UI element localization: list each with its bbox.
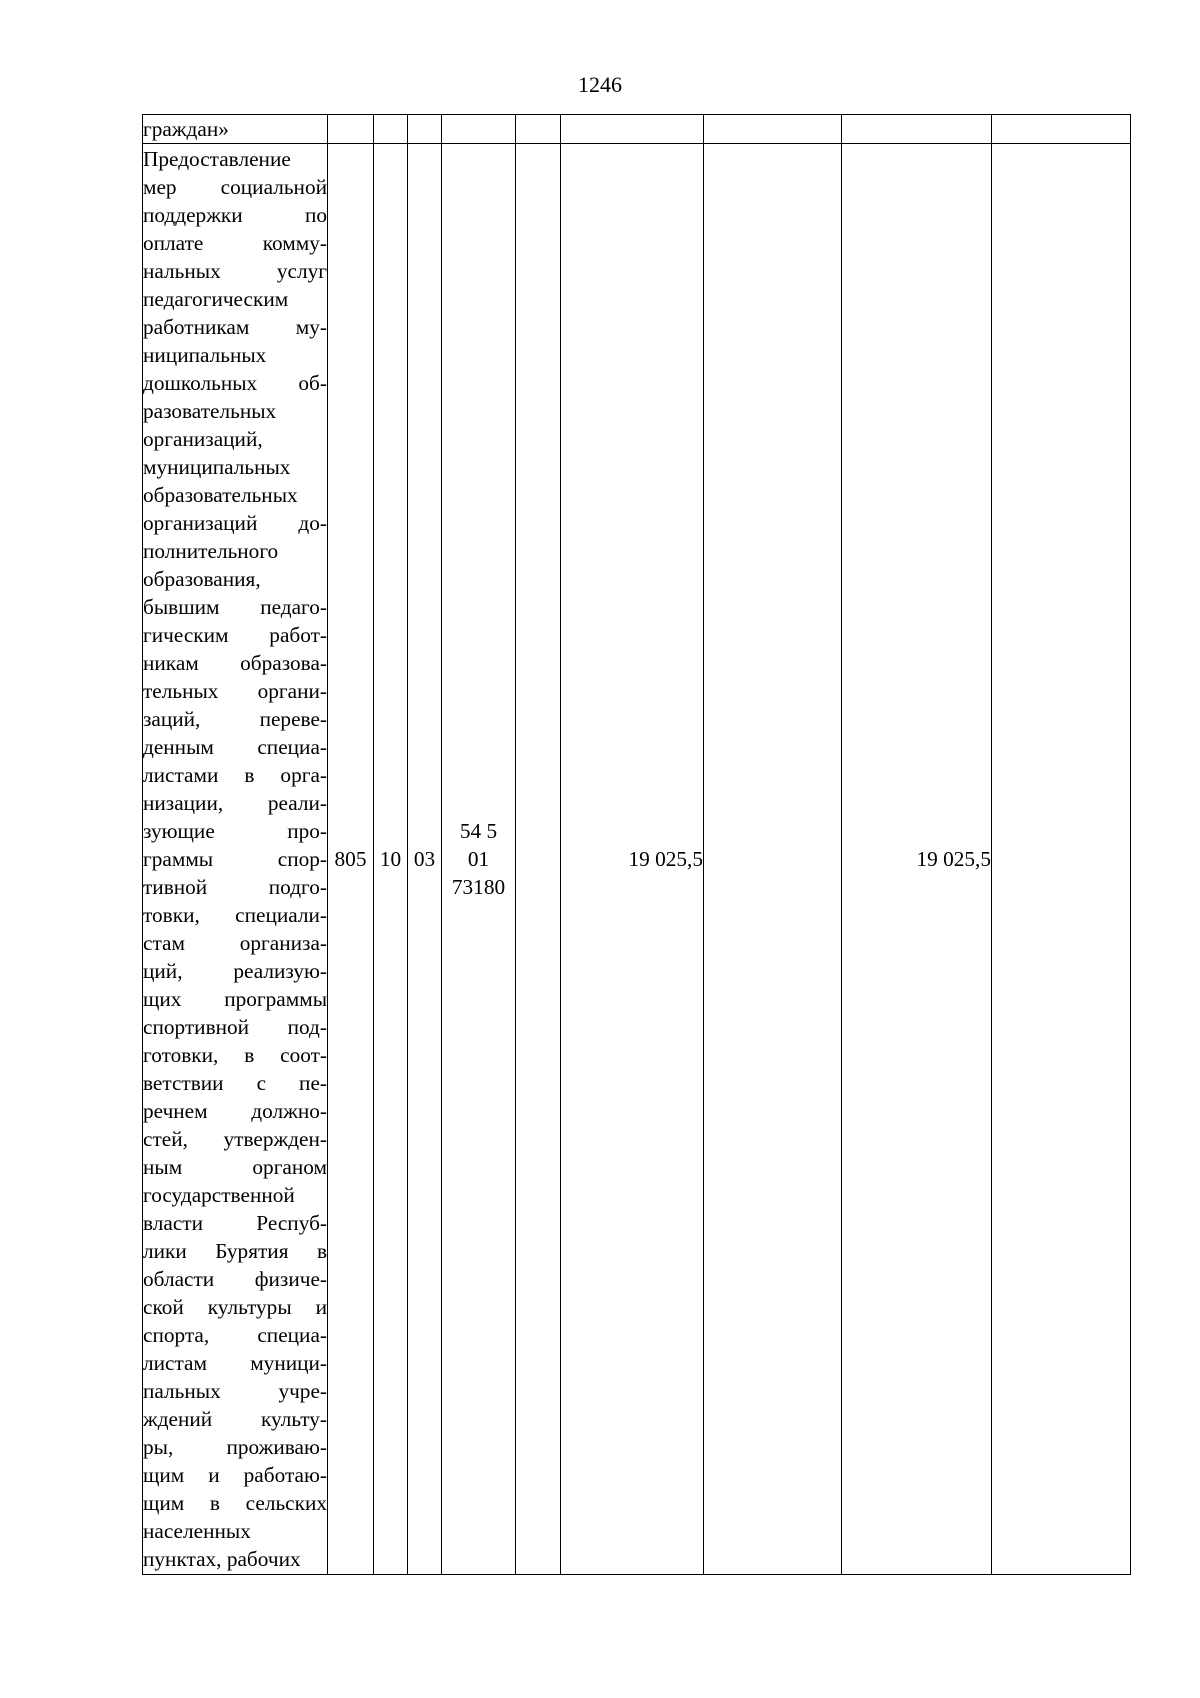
description-line: педагогическим bbox=[143, 287, 289, 311]
section-cell: 10 bbox=[374, 144, 408, 1575]
description-line: пунктах, рабочих bbox=[143, 1547, 301, 1571]
description-line: мер социальной bbox=[143, 175, 327, 199]
table-row bbox=[143, 115, 1131, 144]
amount-col4-cell bbox=[992, 115, 1131, 144]
description-line: ций, реализую- bbox=[143, 959, 327, 983]
description-line: никам образова- bbox=[143, 651, 327, 675]
description-line: власти Респуб- bbox=[143, 1211, 327, 1235]
description-line: зующие про- bbox=[143, 819, 327, 843]
description-line: стей, утвержден- bbox=[143, 1127, 327, 1151]
target-article-cell bbox=[442, 115, 516, 144]
target-article-cell bbox=[442, 144, 516, 1575]
description-line: оплате комму- bbox=[143, 231, 327, 255]
description-line: листам муници- bbox=[143, 1351, 327, 1375]
description-line: тивной подго- bbox=[143, 875, 327, 899]
page-number: 1246 bbox=[578, 72, 622, 97]
description-line: области физиче- bbox=[143, 1267, 327, 1291]
subsection-cell: 03 bbox=[408, 144, 442, 1575]
row-name-cell bbox=[143, 144, 328, 1575]
description-line: щих программы bbox=[143, 987, 327, 1011]
description-line: дошкольных об- bbox=[143, 371, 327, 395]
description-line: государственной bbox=[143, 1183, 295, 1207]
budget-table bbox=[142, 114, 1131, 1575]
description-line: товки, специали- bbox=[143, 903, 327, 927]
description-line: организаций до- bbox=[143, 511, 327, 535]
description-line: ждений культу- bbox=[143, 1407, 327, 1431]
description-line: готовки, в соот- bbox=[143, 1043, 327, 1067]
description-line: образования, bbox=[143, 567, 261, 591]
section-cell bbox=[374, 115, 408, 144]
row-name-cell: граждан» bbox=[143, 115, 328, 144]
description-line: муниципальных bbox=[143, 455, 291, 479]
target-article-line: 01 bbox=[467, 847, 490, 871]
description-line: стам организа- bbox=[143, 931, 327, 955]
description-line: Предоставление bbox=[143, 147, 291, 171]
description-line: ской культуры и bbox=[143, 1295, 327, 1319]
description-line: лики Бурятия в bbox=[143, 1239, 327, 1263]
description-line: ветствии с пе- bbox=[143, 1071, 327, 1095]
expense-type-cell bbox=[516, 115, 561, 144]
description-line: полнительного bbox=[143, 539, 279, 563]
target-article-line: 54 5 bbox=[459, 819, 498, 843]
description-line: щим в сельских bbox=[143, 1491, 327, 1515]
amount-col4-cell bbox=[992, 144, 1131, 1575]
description-line: образовательных bbox=[143, 483, 298, 507]
description-line: ры, проживаю- bbox=[143, 1435, 327, 1459]
description-line: организаций, bbox=[143, 427, 263, 451]
description-line: населенных bbox=[143, 1519, 251, 1543]
description-line: спорта, специа- bbox=[143, 1323, 327, 1347]
description-line: ниципальных bbox=[143, 343, 267, 367]
description-line: денным специа- bbox=[143, 735, 327, 759]
amount-total-cell: 19 025,5 bbox=[561, 144, 704, 1575]
description-line: работникам му- bbox=[143, 315, 327, 339]
target-article-line: 73180 bbox=[451, 875, 506, 899]
ministry-cell: 805 bbox=[328, 144, 374, 1575]
table-row bbox=[143, 144, 1131, 1575]
amount-col2-cell bbox=[704, 115, 842, 144]
description-line: заций, переве- bbox=[143, 707, 327, 731]
description-line: тельных органи- bbox=[143, 679, 327, 703]
amount-col2-cell bbox=[704, 144, 842, 1575]
description-line: спортивной под- bbox=[143, 1015, 327, 1039]
amount-col3-cell bbox=[842, 115, 992, 144]
description-line: граммы спор- bbox=[143, 847, 327, 871]
description-line: листами в орга- bbox=[143, 763, 327, 787]
description-line: пальных учре- bbox=[143, 1379, 327, 1403]
expense-type-cell bbox=[516, 144, 561, 1575]
subsection-cell bbox=[408, 115, 442, 144]
description-line: речнем должно- bbox=[143, 1099, 327, 1123]
description-line: разовательных bbox=[143, 399, 277, 423]
description-line: бывшим педаго- bbox=[143, 595, 327, 619]
amount-total-cell bbox=[561, 115, 704, 144]
ministry-cell bbox=[328, 115, 374, 144]
description-line: поддержки по bbox=[143, 203, 327, 227]
amount-col3-cell: 19 025,5 bbox=[842, 144, 992, 1575]
description-line: ным органом bbox=[143, 1155, 327, 1179]
description-line: гическим работ- bbox=[143, 623, 327, 647]
description-line: низации, реали- bbox=[143, 791, 327, 815]
description-line: нальных услуг bbox=[143, 259, 327, 283]
description-line: щим и работаю- bbox=[143, 1463, 327, 1487]
